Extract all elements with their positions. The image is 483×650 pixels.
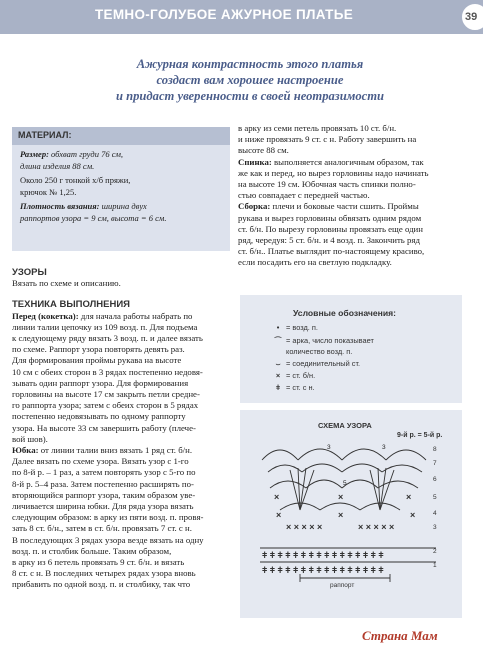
intro-text (60, 56, 440, 104)
row-number: 1 (433, 562, 437, 569)
page-title: ТЕМНО-ГОЛУБОЕ АЖУРНОЕ ПЛАТЬЕ (95, 7, 354, 22)
front-paragraph (12, 311, 230, 445)
text-line: же как и перед, но вырез горловины надо начинать (238, 167, 429, 178)
text-line: горловины на высоте 17 см закрыть петли средне- (12, 389, 200, 400)
text-line: для начала работы набрать по (78, 310, 193, 321)
text-line: по схеме. Раппорт узора повторять девять раз. (12, 344, 185, 355)
material-box (12, 127, 230, 251)
intro-line: и придаст уверенности в своей неотразимости (115, 89, 385, 103)
text-line: выполняется аналогичным образом, так (271, 156, 424, 167)
row-number: 5 (433, 494, 437, 501)
text-line: и ниже провязать 9 ст. с н. Работу завершить на (238, 134, 417, 145)
legend-text: = ст. б/н. (286, 371, 316, 380)
page-number: 39 (460, 2, 483, 32)
text-line: прибавить по одной возд. п. и столбику, так что (12, 579, 191, 590)
svg-text:×: × (276, 510, 282, 520)
text-line: рукава и вырез горловины обвязать одним рядом (238, 212, 422, 223)
svg-text:× × × × ×: × × × × × (286, 522, 323, 532)
svg-text:×: × (274, 492, 280, 502)
skirt-paragraph (12, 445, 230, 591)
text-line: от линии талии вниз вязать 1 ряд ст. б/н. (38, 445, 193, 456)
text-line: личивается ширина юбки. Для ряда узора вязать (12, 501, 194, 512)
legend-item (270, 335, 374, 346)
legend-item (270, 323, 318, 332)
density-label: Плотность вязания: (20, 201, 100, 211)
svg-text:×: × (410, 510, 416, 520)
patterns-heading: УЗОРЫ (12, 267, 47, 278)
density-line (20, 201, 222, 224)
text-line: высоте 88 см. (238, 145, 289, 156)
hook-text: крючок № 1,25. (20, 186, 77, 197)
scheme-title: СХЕМА УЗОРА (318, 421, 372, 430)
svg-text:×: × (338, 492, 344, 502)
text-line: 8 ст. с н. В последних четырех рядах узора вновь (12, 568, 196, 579)
right-column (238, 123, 464, 269)
row-number: 3 (433, 524, 437, 531)
watermark-logo: Страна Мам (362, 628, 438, 643)
back-paragraph (238, 157, 464, 202)
arc-number: 3 (327, 444, 331, 451)
double-crochet-icon: ǂ (275, 383, 281, 392)
text-line: вой шов). (12, 433, 48, 444)
text-line: ряд, чередуя: 5 ст. б/н. и 4 возд. п. Закончить ряд (238, 235, 420, 246)
density-value-2: раппортов узора = 9 см, высота = 6 см. (20, 212, 167, 223)
legend-text: количество возд. п. (286, 347, 353, 356)
repeat-label: раппорт (330, 582, 355, 589)
arc-icon: ⌒ (274, 336, 282, 345)
legend-item (270, 371, 315, 380)
row-number: 8 (433, 446, 437, 453)
patterns-text: Вязать по схеме и описанию. (12, 278, 121, 289)
chain-stitch-icon: • (276, 323, 280, 332)
row-number: 2 (433, 548, 437, 555)
text-line: по 8-й р. – 1 раз, а затем повторять узор с 5-го по (12, 467, 196, 478)
legend-item (270, 347, 352, 356)
legend-box (240, 295, 462, 403)
text-line: следующим образом: в арку из пяти возд. п. провя- (12, 512, 204, 523)
intro-line: создаст вам хорошее настроение (156, 73, 344, 87)
continuation-paragraph (238, 123, 464, 157)
size-value-2: длина изделия 88 см. (20, 160, 95, 171)
text-line: постепенно недовязывать по одному раппорту (12, 411, 186, 422)
text-line: Далее вязать по схеме узора. Вязать узор с 1-го (12, 456, 189, 467)
legend-item (270, 383, 315, 392)
row-number: 4 (433, 510, 437, 517)
material-heading: МАТЕРИАЛ: (12, 127, 230, 145)
yarn-text: Около 250 г тонкой х/б пряжи, (20, 175, 131, 185)
text-line: стью совпадает с передней частью. (238, 190, 370, 201)
intro-line: Ажурная контрастность этого платья (136, 57, 364, 71)
single-crochet-icon: × (275, 371, 281, 380)
svg-text:× × × × ×: × × × × × (358, 522, 395, 532)
text-line: ст. б/н. По вырезу горловины провязать еще один (238, 223, 423, 234)
page-header (0, 0, 483, 34)
text-line: 8-й р. 5–4 раза. Затем постепенно расширять по- (12, 478, 194, 489)
svg-text:ǂ ǂ ǂ ǂ ǂ ǂ ǂ ǂ ǂ ǂ ǂ ǂ ǂ ǂ ǂ: ǂ ǂ ǂ ǂ ǂ ǂ ǂ ǂ ǂ ǂ ǂ ǂ ǂ ǂ ǂ ǂ (262, 565, 384, 575)
text-line: плечи и боковые части сшить. Проймы (270, 201, 419, 212)
density-value: ширина двух (99, 201, 147, 211)
legend-text: = соединительный ст. (286, 359, 361, 368)
text-line: зать 8 ст. б/н., затем в ст. б/н. провязать 7 ст. с н. (12, 523, 192, 534)
text-line: в арку из семи петель провязать 10 ст. б/н. (238, 123, 397, 133)
text-line: 10 см с обеих сторон в 3 рядах постепенно недовя- (12, 366, 203, 377)
skirt-label: Юбка: (12, 445, 39, 456)
text-line: если посадить его на светлую подкладку. (238, 257, 392, 268)
back-label: Спинка: (238, 156, 272, 167)
legend-text: = ст. с н. (286, 383, 315, 392)
arc-number: 5 (343, 480, 347, 487)
text-line: в арку из 6 петель провязать 9 ст. б/н. и вязать (12, 557, 185, 568)
left-column (12, 267, 230, 591)
text-line: В последующих 3 рядах узора везде вязать на одну (12, 534, 204, 545)
svg-text:ǂ ǂ ǂ ǂ ǂ ǂ ǂ ǂ ǂ ǂ ǂ ǂ ǂ ǂ ǂ: ǂ ǂ ǂ ǂ ǂ ǂ ǂ ǂ ǂ ǂ ǂ ǂ ǂ ǂ ǂ ǂ (262, 550, 384, 560)
text-line: Для формирования проймы рукава на высоте (12, 355, 182, 366)
assembly-paragraph (238, 201, 464, 268)
row-number: 6 (433, 476, 437, 483)
text-line: узора. На высоте 33 см завершить работу (плече- (12, 422, 196, 433)
front-label: Перед (кокетка): (12, 310, 79, 321)
legend-item (270, 359, 360, 369)
svg-text:×: × (338, 510, 344, 520)
row-number: 7 (433, 460, 437, 467)
text-line: зывать один раппорт узора. Для формирования (12, 377, 189, 388)
arc-number: 3 (382, 444, 386, 451)
text-line: на высоте 19 см. Юбочная часть спинки полно- (238, 179, 416, 190)
size-value: обхват груди 76 см, (48, 149, 124, 159)
yarn-line (20, 175, 222, 198)
technique-heading: ТЕХНИКА ВЫПОЛНЕНИЯ (12, 299, 130, 311)
svg-text:×: × (406, 492, 412, 502)
pattern-scheme (240, 410, 462, 618)
legend-title: Условные обозначения: (293, 308, 396, 318)
size-label: Размер: (20, 149, 49, 159)
text-line: ст. б/н.. Платье выглядит по-настоящему красиво, (238, 246, 425, 257)
legend-text: = арка, число показывает (286, 336, 374, 345)
size-line (20, 149, 222, 172)
text-line: к следующему ряду вязать 3 возд. п. и далее вязать (12, 333, 203, 344)
assembly-label: Сборка: (238, 201, 271, 212)
text-line: возд. п. и столбик больше. Таким образом, (12, 545, 172, 556)
row-repeat-label: 9-й р. = 5-й р. (397, 432, 443, 439)
text-line: го раппорта узора; затем с обеих сторон в 5 рядах (12, 400, 199, 411)
text-line: линии талии цепочку из 109 возд. п. Для подъема (12, 321, 198, 332)
legend-text: = возд. п. (286, 323, 318, 332)
material-body (12, 145, 230, 231)
text-line: вторяющийся раппорт узора, таким образом уве- (12, 489, 196, 500)
slip-stitch-icon: ⌣ (275, 359, 281, 368)
